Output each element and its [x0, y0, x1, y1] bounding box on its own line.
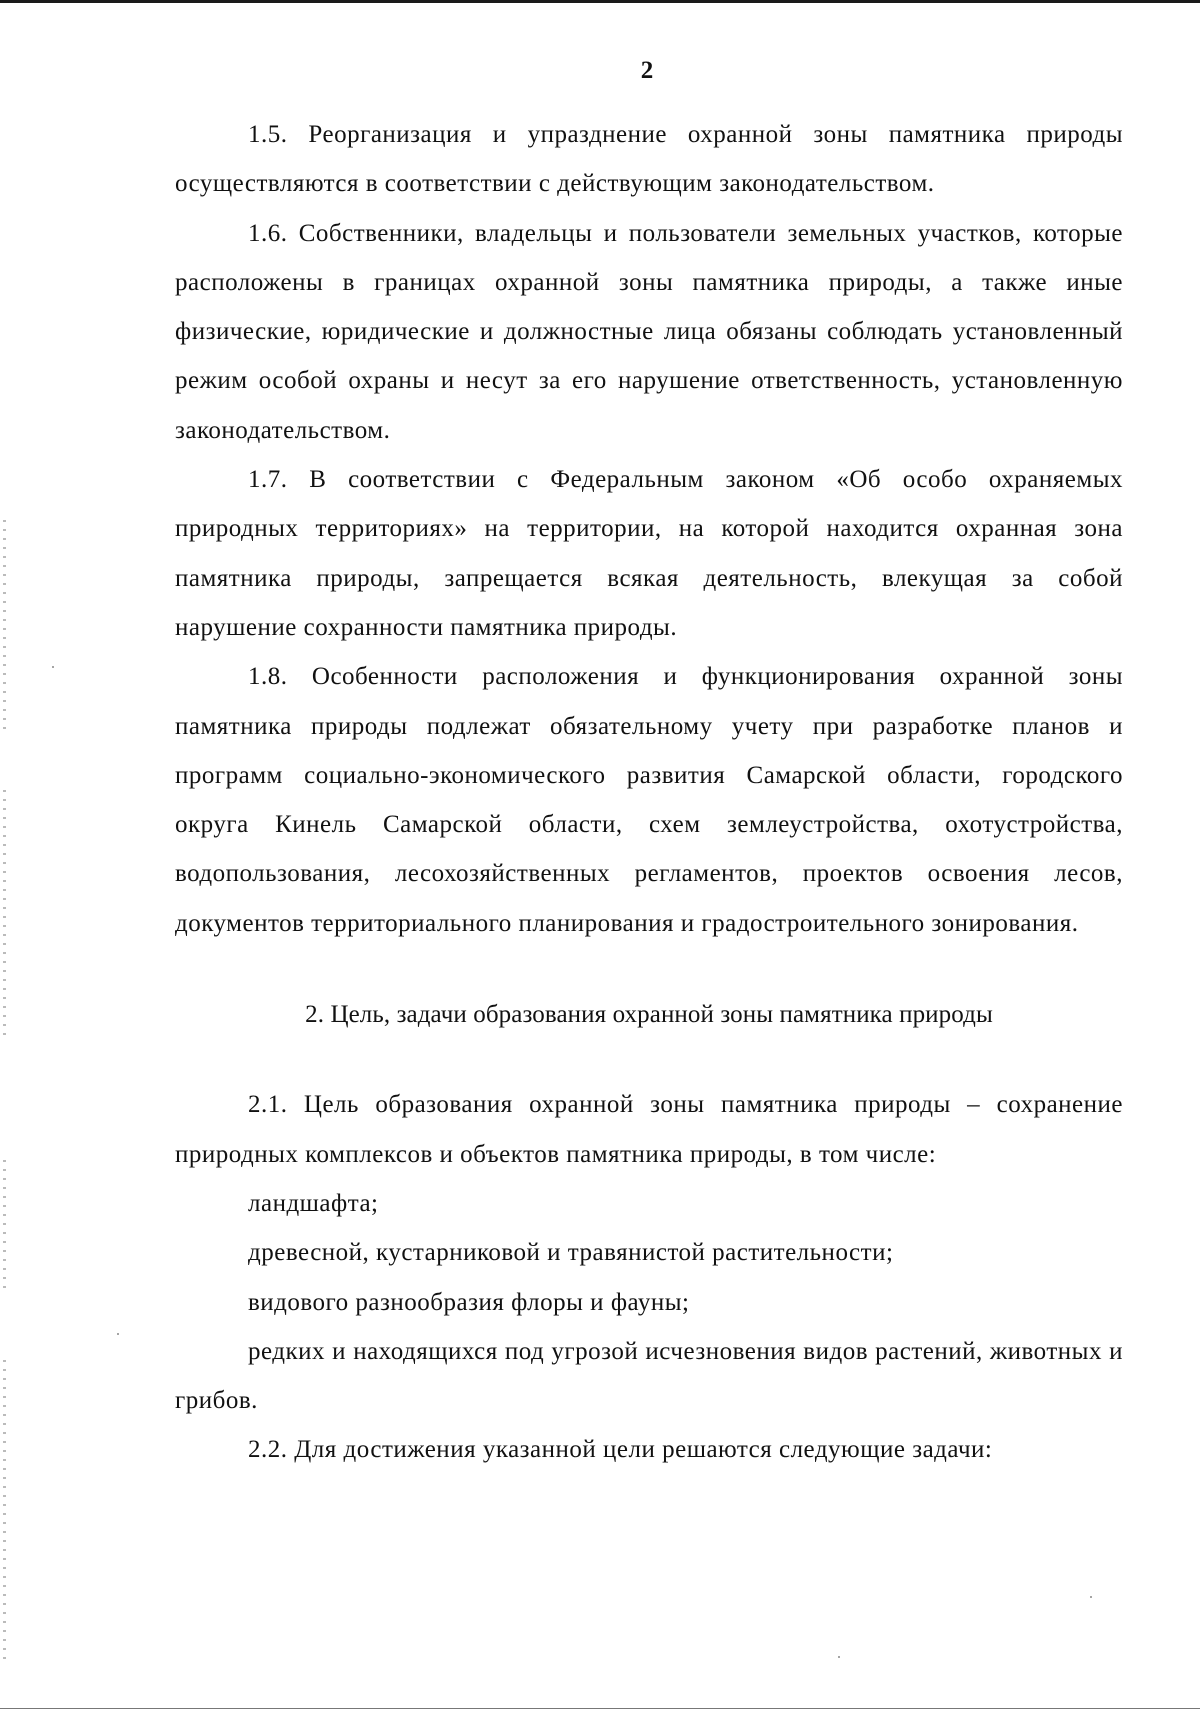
- paragraph-1-7: 1.7. В соответствии с Федеральным законом «Об особо охраняемых природных территориях» на территории, на которой находится охранная зона памятника природы, запрещается всякая деятельность, влекущая за собой нарушение сохранности памятника природы.: [175, 466, 1123, 641]
- scan-edge-noise: [3, 1160, 6, 1290]
- scan-top-border: [0, 0, 1200, 3]
- paragraph-1-8: 1.8. Особенности расположения и функционирования охранной зоны памятника природы подлежат обязательному учету при разработке планов и программ социально-экономического развития Самарской области, городского округа Кинель Самарской области, схем землеустройства, охотустройства, водопользования, лесохозяйственных регламентов, проектов освоения лесов, документов территориального планирования и градостроительного зонирования.: [175, 663, 1123, 937]
- scan-edge-noise: [3, 790, 6, 1040]
- list-item-biodiversity: видового разнообразия флоры и фауны;: [248, 1288, 690, 1316]
- scan-edge-noise: [3, 520, 6, 730]
- scan-speck: [1090, 1596, 1092, 1598]
- list-item-vegetation: древесной, кустарниковой и травянистой растительности;: [248, 1239, 894, 1267]
- scan-bottom-border: [0, 1708, 1200, 1709]
- paragraph-2-2: 2.2. Для достижения указанной цели решаются следующие задачи:: [248, 1436, 993, 1464]
- document-body: [175, 110, 1123, 1475]
- scan-edge-noise: [3, 1360, 6, 1660]
- list-item-rare-species: редких и находящихся под угрозой исчезновения видов растений, животных и грибов.: [175, 1337, 1123, 1415]
- section-2-heading: 2. Цель, задачи образования охранной зоны памятника природы: [305, 1001, 993, 1029]
- scan-speck: [838, 1656, 840, 1658]
- paragraph-2-1: 2.1. Цель образования охранной зоны памятника природы – сохранение природных комплексов и объектов памятника природы, в том числе:: [175, 1091, 1123, 1168]
- paragraph-1-6: 1.6. Собственники, владельцы и пользователи земельных участков, которые расположены в границах охранной зоны памятника природы, а также иные физические, юридические и должностные лица обязаны соблюдать установленный режим особой охраны и несут за его нарушение ответственность, установленную законодательством.: [175, 219, 1123, 444]
- scan-speck: [117, 1333, 119, 1335]
- scan-speck: [52, 666, 54, 668]
- list-item-landscape: ландшафта;: [248, 1189, 379, 1217]
- paragraph-1-5: 1.5. Реорганизация и упразднение охранной зоны памятника природы осуществляются в соответствии с действующим законодательством.: [175, 121, 1123, 198]
- page-number: 2: [640, 57, 654, 84]
